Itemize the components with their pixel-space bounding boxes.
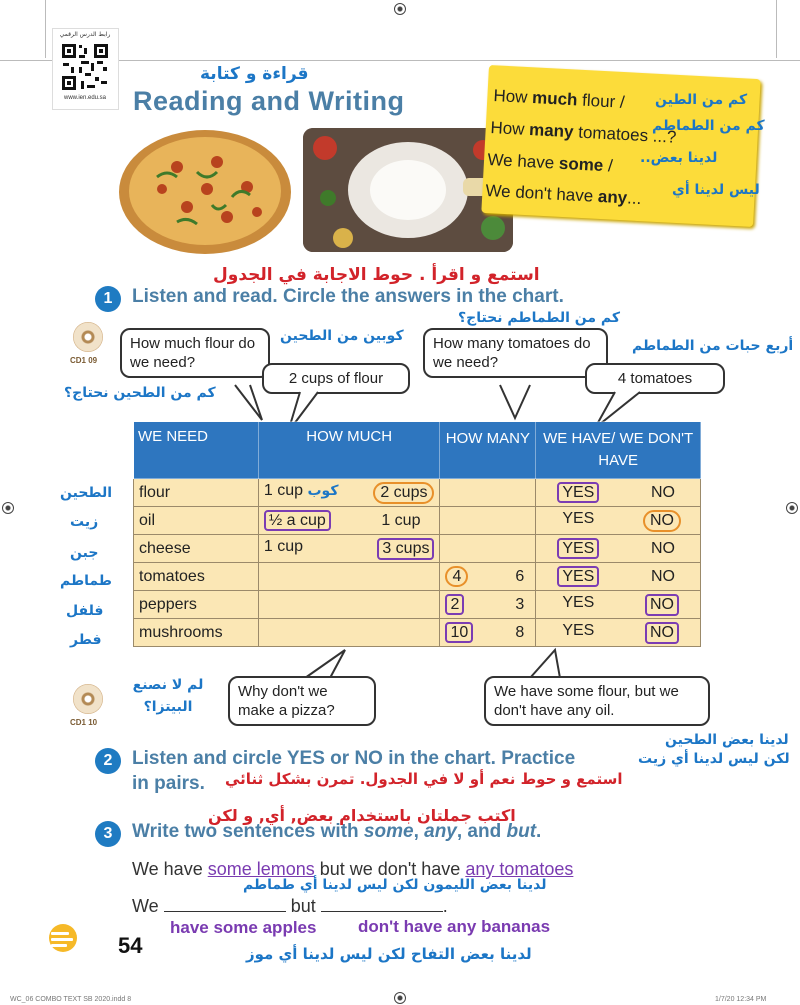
have-cell [536,591,701,619]
table-row [134,619,701,647]
item-peppers: peppers [134,591,259,619]
much-ar: كوب [307,482,339,499]
table-row [134,479,701,507]
pizza-bubble-arabic: لم لا نصنع البيتزا؟ [132,677,204,715]
ingredients-chart [133,421,701,647]
bubble-tomatoes-arabic: كم من الطماطم نحتاج؟ [458,310,621,326]
header-how-many: HOW MANY [440,422,536,479]
header-have: WE HAVE/ WE DON'T HAVE [536,422,701,479]
no[interactable]: NO [651,539,675,557]
circled-2[interactable]: 2 [445,594,464,615]
flour-oil-arabic-1: لدينا بعض الطحين [665,732,789,748]
vocab-ar-peppers: فلفل [66,603,104,619]
circled-4[interactable]: 4 [445,566,468,587]
have-cell [536,479,701,507]
vocab-ar-cheese: جبن [70,545,99,561]
bubble-cups-arabic: كوبين من الطحين [280,328,404,344]
cd-label-2: CD1 10 [70,718,98,727]
section3-instruction: Write two sentences with some, any, and but. [132,821,542,842]
answer-blank-2[interactable] [321,911,443,912]
qr-caption: رابط الدرس الرقمي [59,31,111,38]
vocab-ar-tomatoes: طماطم [60,573,112,589]
hint-ar-3: لدينا بعض.. [640,150,718,166]
footer-slug-left: WC_06 COMBO TEXT SB 2020.indd 8 [10,996,132,1003]
footer-slug-right: 1/7/20 12:34 PM [715,996,767,1003]
gear-icon [43,918,83,958]
section3-number: 3 [95,821,121,847]
cd-label-1: CD1 09 [70,356,98,365]
much-cell: 1 cup 3 cups [258,535,440,563]
speech-bubble-2-cups: 2 cups of flour [262,363,410,394]
page-number: 54 [118,933,143,958]
have-cell [536,563,701,591]
table-row [134,535,701,563]
vocab-ar-mushrooms: فطر [70,632,102,648]
many-cell [440,507,536,535]
item-mushrooms: mushrooms [134,619,259,647]
circled-no[interactable]: NO [643,510,681,532]
answer-fill-1: have some apples [170,918,317,937]
bubble-flour-arabic: كم من الطحين نحتاج؟ [64,385,216,401]
many-cell [440,535,536,563]
item-tomatoes: tomatoes [134,563,259,591]
table-row [134,563,701,591]
have-cell [536,535,701,563]
hint-ar-1: كم من الطين [655,92,748,108]
many-cell [440,479,536,507]
answer-line: We but . [132,896,448,916]
table-row [134,591,701,619]
circled-3-cups[interactable]: 3 cups [377,538,434,560]
hint-line-4: We don't have any... [485,181,642,209]
much-cell: 1 cup كوب 2 cups [258,479,440,507]
much-cell [258,591,440,619]
many2[interactable]: 3 [515,595,525,613]
hint-line-3: We have some / [487,150,614,176]
section1-number: 1 [95,286,121,312]
many2[interactable]: 8 [515,623,525,641]
circled-no[interactable]: NO [645,594,679,616]
have-cell [536,507,701,535]
answer-arabic: لدينا بعض التفاح لكن ليس لدينا أي موز [246,945,532,963]
circled-2-cups[interactable]: 2 cups [373,482,434,504]
many-cell [440,591,536,619]
section2-number: 2 [95,748,121,774]
speech-bubble-4-tomatoes: 4 tomatoes [585,363,725,394]
many-cell [440,563,536,591]
circled-no[interactable]: NO [645,622,679,644]
example-arabic: لدينا بعض الليمون لكن ليس لدينا أي طماطم [243,877,547,893]
yes[interactable]: YES [562,593,595,611]
page-title: Reading and Writing [133,86,405,116]
much-cell [258,507,440,535]
example-fill-1: some lemons [207,859,315,879]
item-oil: oil [134,507,259,535]
header-we-need: WE NEED [134,422,259,479]
vocab-ar-flour: الطحين [60,485,113,501]
section2-arabic: استمع و حوط نعم أو لا في الجدول. تمرن بشكل ثنائي [225,770,623,788]
example-fill-2: any tomatoes [465,859,574,879]
answer-fill-2: don't have any bananas [358,917,551,936]
item-cheese: cheese [134,535,259,563]
speech-bubble-how-much-flour: How much flour do we need? [120,328,270,378]
much2[interactable]: 1 cup [381,511,421,529]
circled-yes[interactable]: YES [557,566,599,587]
hint-ar-2: كم من الطماطم [652,118,765,134]
flour-oil-arabic-2: لكن ليس لدينا أي زيت [638,751,790,767]
section2-instruction-1: Listen and circle YES or NO in the chart. Practice [132,748,576,769]
have-cell [536,619,701,647]
circled-half-cup[interactable]: ½ a cup [264,510,331,531]
qr-url: www.ien.edu.sa [63,95,107,101]
yes[interactable]: YES [562,621,595,639]
many2[interactable]: 6 [515,567,525,585]
circled-yes[interactable]: YES [557,482,599,503]
table-row [134,507,701,535]
bubble-4tom-arabic: أربع حبات من الطماطم [632,338,794,354]
section1-arabic: استمع و اقرأ . حوط الاجابة في الجدول [213,265,540,285]
section2-instruction-2: in pairs. [132,773,205,794]
circled-yes[interactable]: YES [557,538,599,559]
speech-bubble-how-many-tomatoes: How many tomatoes do we need? [423,328,608,378]
answer-blank-1[interactable] [164,911,286,912]
vocab-ar-oil: زيت [70,514,99,530]
title-arabic: قراءة و كتابة [200,64,309,84]
section3-arabic: اكتب جملتان باستخدام بعض, أي, و لكن [208,806,516,825]
example-sentence: We have some lemons but we don't have any tomatoes [132,859,574,879]
much-cell [258,619,440,647]
yes[interactable]: YES [562,509,595,527]
header-how-much: HOW MUCH [258,422,440,479]
hint-line-2: How many tomatoes ...? [490,118,677,147]
hint-ar-4: ليس لدينا أي [672,182,760,198]
section1-instruction: Listen and read. Circle the answers in the chart. [132,286,564,307]
much-cell [258,563,440,591]
speech-bubble-pizza: Why don't we make a pizza? [228,676,376,726]
no[interactable]: NO [651,567,675,585]
cd-icon-2 [73,684,103,714]
many-cell [440,619,536,647]
no[interactable]: NO [651,483,675,501]
speech-bubble-flour-oil: We have some flour, but we don't have any oil. [484,676,710,726]
hint-line-1: How much flour / [493,86,626,112]
item-flour: flour [134,479,259,507]
circled-10[interactable]: 10 [445,622,473,643]
